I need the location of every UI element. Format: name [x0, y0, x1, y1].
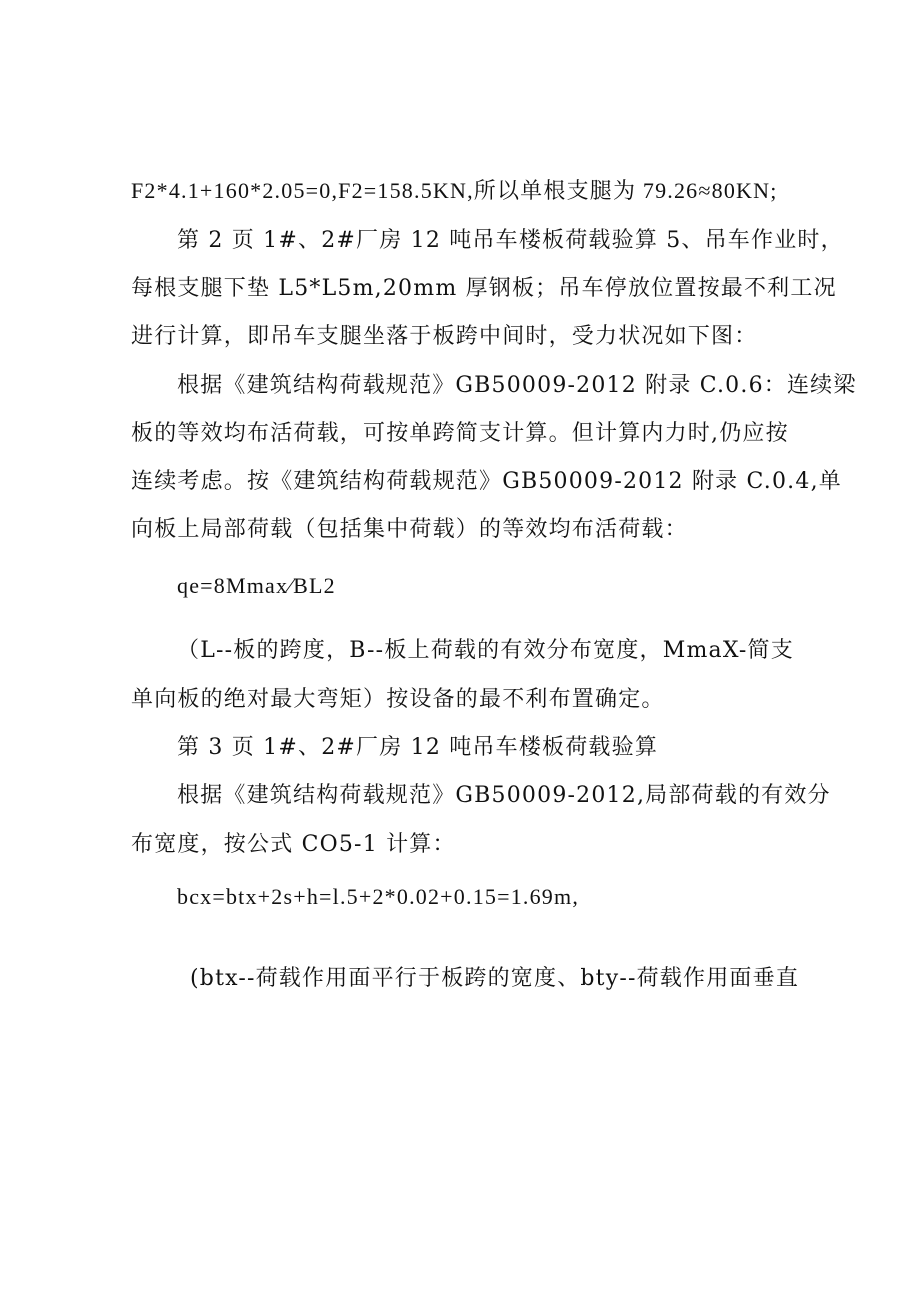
paragraph-line-5: 根据《建筑结构荷载规范》GB50009-2012 附录 C.0.6：连续梁 [177, 373, 857, 398]
paragraph-line-1: F2*4.1+160*2.05=0,F2=158.5KN,所以单根支腿为 79.26≈80KN; [131, 178, 778, 203]
paragraph-line-8: 向板上局部荷载（包括集中荷载）的等效均布活荷载： [131, 517, 688, 542]
paragraph-line-13: 布宽度，按公式 CO5-1 计算： [131, 832, 456, 857]
paragraph-line-9: （L--板的跨度，B--板上荷载的有效分布宽度，MmaX-简支 [177, 638, 794, 663]
paragraph-line-14: (btx--荷载作用面平行于板跨的宽度、bty--荷载作用面垂直 [190, 966, 800, 991]
paragraph-line-11: 第 3 页 1#、2#厂房 12 吨吊车楼板荷载验算 [177, 735, 659, 760]
paragraph-line-12: 根据《建筑结构荷载规范》GB50009-2012,局部荷载的有效分 [177, 783, 831, 808]
paragraph-line-4: 进行计算，即吊车支腿坐落于板跨中间时，受力状况如下图： [131, 324, 758, 349]
paragraph-line-7: 连续考虑。按《建筑结构荷载规范》GB50009-2012 附录 C.0.4,单 [131, 469, 842, 494]
paragraph-line-6: 板的等效均布活荷载，可按单跨简支计算。但计算内力时,仍应按 [131, 421, 789, 446]
paragraph-line-10: 单向板的绝对最大弯矩）按设备的最不利布置确定。 [131, 687, 665, 712]
paragraph-line-3: 每根支腿下垫 L5*L5m,20mm 厚钢板；吊车停放位置按最不利工况 [131, 276, 837, 301]
formula-line: qe=8Mmax∕BL2 [177, 573, 336, 598]
calculation-line: bcx=btx+2s+h=l.5+2*0.02+0.15=1.69m, [177, 884, 580, 909]
paragraph-line-2: 第 2 页 1#、2#厂房 12 吨吊车楼板荷载验算 5、吊车作业时， [177, 228, 844, 253]
